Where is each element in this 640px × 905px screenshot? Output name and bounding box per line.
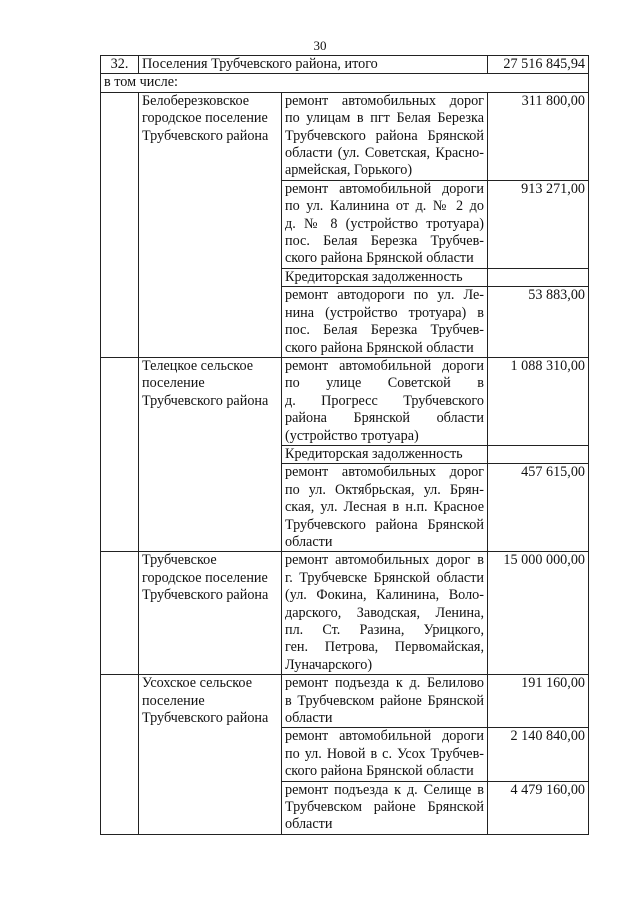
row-number-cell (101, 552, 139, 675)
municipality-line: Белоберезковское (142, 92, 250, 109)
description-cell (282, 180, 488, 268)
municipality-cell (139, 675, 282, 835)
municipality-line: городское поселение (142, 569, 268, 586)
description-line: ген. Петрова, Первомайская, (285, 639, 484, 656)
amount-cell (488, 445, 589, 463)
description-line: Кредиторская задолженность (285, 268, 463, 285)
description-line: д. № 8 (устройство тротуара) (285, 215, 484, 232)
municipality-line: Трубчевского района (142, 710, 269, 727)
row-number: 32. (101, 56, 139, 74)
description-cell (282, 464, 488, 552)
municipality-line: поселение (142, 375, 205, 392)
row-number-cell (101, 92, 139, 357)
description-line: ремонт автомобильной дороги (285, 357, 484, 374)
description-line: ремонт автомобильной дороги (285, 728, 484, 745)
description-line: в Трубчевском районе Брянской (285, 692, 484, 709)
amount-cell: 4 479 160,00 (488, 781, 589, 834)
description-line: по ул. Октябрьская, ул. Брян- (285, 481, 484, 498)
amount-cell: 53 883,00 (488, 287, 589, 358)
municipality-line: Усохское сельское (142, 675, 252, 692)
total-row (101, 56, 589, 74)
total-amount: 27 516 845,94 (488, 56, 589, 74)
description-line: ская, ул. Лесная в н.п. Красное (285, 499, 484, 516)
description-line: Кредиторская задолженность (285, 445, 463, 462)
municipality-cell (139, 552, 282, 675)
municipality-cell (139, 357, 282, 551)
amount-cell (488, 268, 589, 286)
amount-cell: 191 160,00 (488, 675, 589, 728)
municipality-cell (139, 92, 282, 357)
municipality-line: Трубчевского района (142, 127, 269, 144)
table-row (101, 552, 589, 675)
description-cell (282, 781, 488, 834)
description-line: Луначарского) (285, 656, 373, 673)
description-line: армейская, Горького) (285, 162, 413, 179)
description-line: пл. Ст. Разина, Урицкого, (285, 622, 484, 638)
description-line: ремонт подъезда к д. Белилово (285, 675, 484, 692)
description-line: ского района Брянской области (285, 339, 474, 356)
description-line: ремонт автомобильных дорог (285, 92, 484, 109)
description-line: области (285, 816, 333, 833)
description-line: области (285, 710, 333, 727)
amount-cell: 15 000 000,00 (488, 552, 589, 675)
including-label: в том числе: (101, 74, 589, 92)
description-line: области (285, 533, 333, 550)
description-line: ского района Брянской области (285, 250, 474, 267)
municipality-line: поселение (142, 692, 205, 709)
amount-cell: 2 140 840,00 (488, 728, 589, 781)
amount-cell: 1 088 310,00 (488, 357, 589, 445)
table-row (101, 675, 589, 728)
total-label: Поселения Трубчевского района, итого (139, 56, 488, 74)
description-cell (282, 287, 488, 358)
description-line: ремонт автодороги по ул. Ле- (285, 287, 484, 304)
description-cell (282, 675, 488, 728)
description-line: г. Трубчевске Брянской области (285, 569, 484, 586)
description-line: по улице Советской в (285, 375, 484, 392)
description-line: ремонт автомобильных дорог в (285, 552, 484, 569)
description-cell (282, 357, 488, 445)
description-line: ремонт подъезда к д. Селище в (285, 781, 484, 798)
description-line: Трубчевского района Брянской (285, 516, 484, 533)
amount-cell: 311 800,00 (488, 92, 589, 180)
amount-cell: 913 271,00 (488, 180, 589, 268)
description-line: Трубчевского района Брянской (285, 127, 484, 144)
description-cell (282, 552, 488, 675)
description-line: по ул. Калинина от д. № 2 до (285, 198, 484, 215)
description-line: ремонт автомобильной дороги (285, 180, 484, 197)
page-number: 30 (313, 38, 327, 53)
including-row (101, 74, 589, 92)
row-number-cell (101, 357, 139, 551)
municipality-line: Трубчевское (142, 552, 217, 569)
amount-cell: 457 615,00 (488, 464, 589, 552)
description-line: (устройство тротуара) (285, 427, 419, 444)
table-row (101, 357, 589, 445)
description-line: нина (устройство тротуара) в (285, 304, 484, 321)
budget-table (100, 55, 589, 835)
description-line: по ул. Новой в с. Усох Трубчев- (285, 745, 484, 762)
description-line: Трубчевском районе Брянской (285, 799, 484, 816)
municipality-line: Трубчевского района (142, 392, 269, 409)
description-line: по улицам в пгт Белая Березка (285, 110, 484, 127)
municipality-line: Трубчевского района (142, 587, 269, 604)
row-number-cell (101, 675, 139, 835)
description-cell (282, 728, 488, 781)
description-line: пос. Белая Березка Трубчев- (285, 322, 484, 339)
budget-table-body (101, 56, 589, 835)
description-line: области (ул. Советская, Красно- (285, 145, 484, 162)
municipality-line: городское поселение (142, 110, 268, 127)
description-line: дарского, Заводская, Ленина, (285, 604, 484, 621)
description-line: (ул. Фокина, Калинина, Воло- (285, 587, 484, 604)
description-line: района Брянской области (285, 410, 484, 427)
description-line: д. Прогресс Трубчевского (285, 392, 484, 409)
municipality-line: Телецкое сельское (142, 357, 254, 374)
description-line: ремонт автомобильных дорог (285, 464, 484, 481)
description-cell (282, 445, 488, 463)
description-line: пос. Белая Березка Трубчев- (285, 233, 484, 250)
table-row (101, 92, 589, 180)
description-cell (282, 92, 488, 180)
description-cell (282, 268, 488, 286)
description-line: ского района Брянской области (285, 763, 474, 780)
